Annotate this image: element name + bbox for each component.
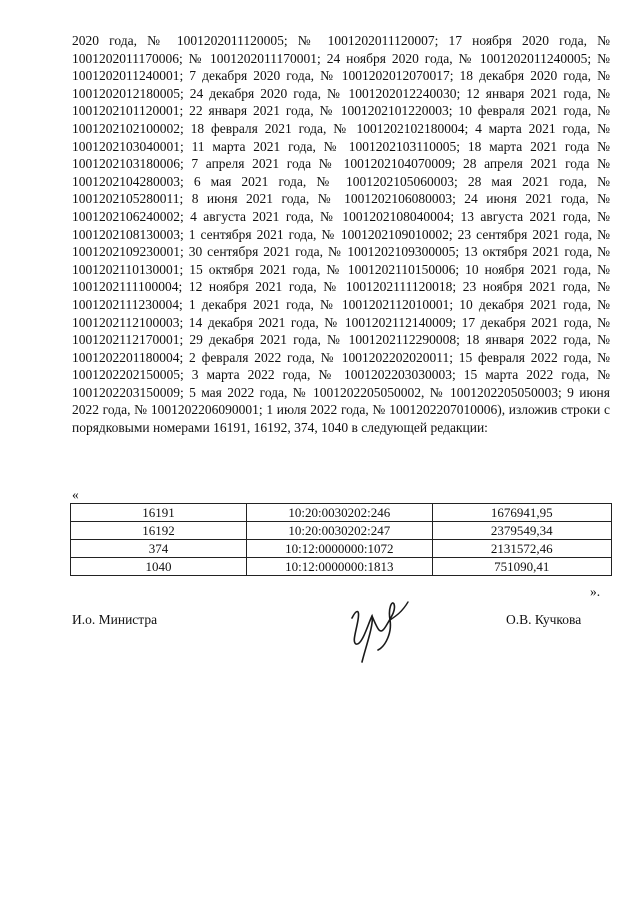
table-row <box>71 540 612 558</box>
cadastral-number-cell: 10:20:0030202:246 <box>247 504 432 522</box>
body-paragraph: 2020 года, № 1001202011120005; № 1001202011120007; 17 ноября 2020 года, № 1001202011170006; № 1001202011170001; 24 ноября 2020 года, № 1001202011240005; № 1001202011240001; 7 декабря 2020 года, № 1001202012070017; 18 декабря 2020 года, № 1001202012180005; 24 декабря 2020 года, № 1001202012240030; 12 января 2021 года, № 1001202101120001; 22 января 2021 года, № 1001202101220003; 10 февраля 2021 года, № 1001202102100002; 18 февраля 2021 года, № 1001202102180004; 4 марта 2021 года, № 1001202103040001; 11 марта 2021 года, № 1001202103110005; 18 марта 2021 года № 1001202103180006; 7 апреля 2021 года № 1001202104070009; 28 апреля 2021 года № 1001202104280003; 6 мая 2021 года, № 1001202105060003; 28 мая 2021 года, № 1001202105280011; 8 июня 2021 года, № 1001202106080003; 24 июня 2021 года, № 1001202106240002; 4 августа 2021 года, № 1001202108040004; 13 августа 2021 года, № 1001202108130003; 1 сентября 2021 года, № 1001202109010002; 23 сентября 2021 года, № 1001202109230001; 30 сентября 2021 года, № 1001202109300005; 13 октября 2021 года, № 1001202110130001; 15 октября 2021 года, № 1001202110150006; 10 ноября 2021 года, № 1001202111100004; 12 ноября 2021 года, № 1001202111120018; 23 ноября 2021 года, № 1001202111230004; 1 декабря 2021 года, № 1001202112010001; 10 декабря 2021 года, № 1001202112100003; 14 декабря 2021 года, № 1001202112140009; 17 декабря 2021 года, № 1001202112170001; 29 декабря 2021 года, № 1001202112290008; 18 января 2022 года, № 1001202201180004; 2 февраля 2022 года, № 1001202202020011; 15 февраля 2022 года, № 1001202202150005; 3 марта 2022 года, № 1001202203030003; 15 марта 2022 года, № 1001202203150009; 5 мая 2022 года, № 1001202205050002, № 1001202205050003; 9 июня 2022 года, № 1001202206090001; 1 июля 2022 года, № 1001202207010006), изложив строки с порядковыми номерами 16191, 16192, 374, 1040 в следующей редакции: <box>72 33 610 436</box>
cadastral-number-cell: 10:20:0030202:247 <box>247 522 432 540</box>
cadastral-value-cell: 2131572,46 <box>432 540 611 558</box>
row-number-cell: 374 <box>71 540 247 558</box>
values-table <box>70 503 612 576</box>
table-row <box>71 504 612 522</box>
handwritten-signature <box>338 590 418 670</box>
row-number-cell: 1040 <box>71 558 247 576</box>
table-row <box>71 558 612 576</box>
cadastral-value-cell: 2379549,34 <box>432 522 611 540</box>
opening-quote: « <box>72 487 79 502</box>
table-row <box>71 522 612 540</box>
signer-title: И.о. Министра <box>72 612 158 627</box>
closing-quote: ». <box>590 584 601 599</box>
cadastral-value-cell: 751090,41 <box>432 558 611 576</box>
signer-name: О.В. Кучкова <box>506 612 582 627</box>
row-number-cell: 16192 <box>71 522 247 540</box>
cadastral-value-cell: 1676941,95 <box>432 504 611 522</box>
cadastral-number-cell: 10:12:0000000:1072 <box>247 540 432 558</box>
row-number-cell: 16191 <box>71 504 247 522</box>
cadastral-number-cell: 10:12:0000000:1813 <box>247 558 432 576</box>
